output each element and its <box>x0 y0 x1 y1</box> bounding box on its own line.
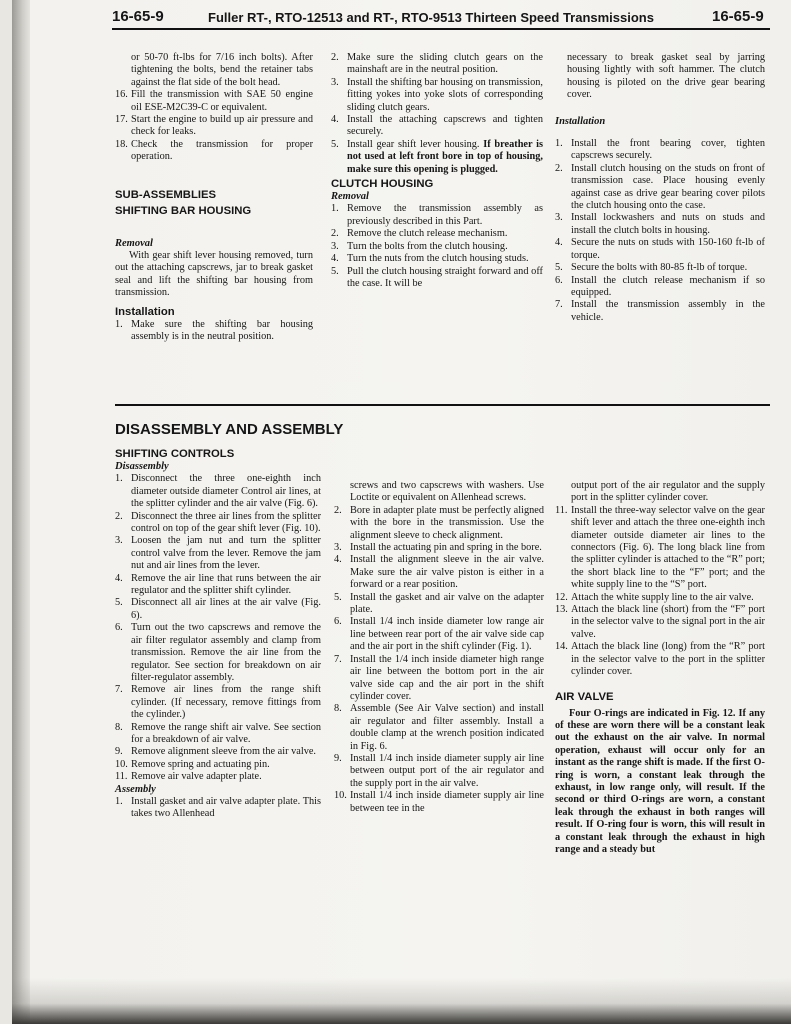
section-heading: SHIFTING CONTROLS <box>115 448 235 460</box>
list-item: 1. Remove the transmission assembly as previously described in this Part. <box>331 203 543 227</box>
continued-paragraph: or 50-70 ft-lbs for 7/16 inch bolts). After tightening the bolts, bend the retainer tabs against the flat side of the bolt head. <box>131 52 313 88</box>
top-column-3 <box>555 52 765 324</box>
subheading: Disassembly <box>115 461 169 472</box>
page-number-right: 16-65-9 <box>712 8 764 25</box>
list-item: 4. Remove the air line that runs between the air regulator and the splitter shift cylinder. <box>115 572 321 597</box>
subheading: Installation <box>555 115 606 127</box>
running-title: Fuller RT-, RTO-12513 and RT-, RTO-9513 Thirteen Speed Transmissions <box>208 10 654 25</box>
list-item: 10. Install 1/4 inch inside diameter supply air line between tee in the <box>334 790 544 814</box>
continued-paragraph: screws and two capscrews with washers. Use Loctite or equivalent on Allenhead screws. <box>350 480 544 504</box>
list-item: 3. Install lockwashers and nuts on studs and install the clutch bolts in housing. <box>555 212 765 236</box>
list-item: 3. Loosen the jam nut and turn the splitter control valve from the lever. Remove the jam nut and air lines from the lever. <box>115 535 321 572</box>
step-list <box>115 796 321 821</box>
step-list <box>331 52 543 176</box>
subheading: Removal <box>331 191 369 203</box>
list-item: 3. Install the shifting bar housing on transmission, fitting yokes into yoke slots of corresponding sliding clutch gears. <box>331 76 543 113</box>
list-item: 8. Remove the range shift air valve. See section for a breakdown of air valve. <box>115 721 321 745</box>
list-item: 7. Install the 1/4 inch inside diameter high range air line between the bottom port in the air valve side cap and the air port in the shift cylinder cover. <box>334 653 544 702</box>
list-item: 2. Make sure the sliding clutch gears on the mainshaft are in the neutral position. <box>331 52 543 76</box>
list-item: 10. Remove spring and actuating pin. <box>115 758 270 770</box>
list-item: 5. Install the gasket and air valve on the adapter plate. <box>334 591 544 616</box>
section-heading: SHIFTING BAR HOUSING <box>115 204 252 217</box>
list-item: 11. Install the three-way selector valve on the gear shift lever and attach the three one-eighth inch diameter outside diameter air lines to the connectors (Fig. 6). The long black line from the splitter cylinder is attached to the “R” port; the short black line to the “F” port; and the white supply line to the “S” port. <box>555 504 765 591</box>
step-list <box>555 138 765 324</box>
top-column-1 <box>115 52 313 344</box>
manual-page <box>12 0 791 1024</box>
section-heading: CLUTCH HOUSING <box>331 178 434 191</box>
list-item: 3. Install the actuating pin and spring in the bore. <box>334 542 542 554</box>
continued-paragraph: necessary to break gasket seal by jarring housing lightly with soft hammer. The clutch housing is piloted on the drive gear bearing cover. <box>567 52 765 101</box>
list-item: 4. Install the attaching capscrews and tighten securely. <box>331 114 543 138</box>
list-item: 13. Attach the black line (short) from the “F” port in the selector valve to the signal port in the air valve. <box>555 604 765 640</box>
header-rule <box>112 28 770 30</box>
top-column-2 <box>331 52 543 290</box>
page-bottom-shadow <box>12 978 791 1024</box>
list-item: 1. Make sure the shifting bar housing assembly is in the neutral position. <box>115 318 313 343</box>
list-item: 2. Remove the clutch release mechanism. <box>331 228 508 240</box>
subheading: Assembly <box>115 783 156 795</box>
list-item: 4. Secure the nuts on studs with 150-160 ft-lb of torque. <box>555 237 765 261</box>
section-heading: AIR VALVE <box>555 690 614 703</box>
page-number-left: 16-65-9 <box>112 8 164 25</box>
list-item: 4. Install the alignment sleeve in the air valve. Make sure the air valve piston is either in a forward or a rear position. <box>334 554 544 591</box>
bottom-column-1 <box>115 448 321 821</box>
bold-paragraph: Four O-rings are indicated in Fig. 12. If any of these are worn there will be a constant leak out the exhaust on the air valve. In normal operation, exhaust will occur only for an instant as the range shift is made. If the first O-ring is worn, a constant leak through the exhaust, in low range only, will result. If the second or third O-rings are worn, a constant leak through the exhaust in both ranges will result. If O-ring four is worn, this will result in a constant leak through the exhaust in high range and a steady but <box>555 707 765 855</box>
list-item: 9. Remove alignment sleeve from the air valve. <box>115 746 316 758</box>
list-item: 3. Turn the bolts from the clutch housing. <box>331 240 508 252</box>
list-item: 5. Pull the clutch housing straight forward and off the case. It will be <box>331 265 543 289</box>
page-binding-edge <box>12 0 30 1024</box>
list-item: 6. Turn out the two capscrews and remove the air filter regulator assembly and clamp from transmission. Remove the air line from the regulator. See section for breakdown on air filter-regulator assembly. <box>115 622 321 683</box>
section-heading: SUB-ASSEMBLIES <box>115 188 217 201</box>
subheading: Removal <box>115 237 153 249</box>
list-item: 9. Install 1/4 inch inside diameter supply air line between output port of the air regulator and the supply port in the air valve. <box>334 752 544 789</box>
bottom-column-2 <box>334 480 544 815</box>
list-item: 1. Install the front bearing cover, tighten capscrews securely. <box>555 138 765 162</box>
list-item: 6. Install 1/4 inch inside diameter low range air line between rear port of the air valve side cap and the air port in the shift cylinder (Fig. 1). <box>334 616 544 653</box>
paragraph: With gear shift lever housing removed, turn out the attaching capscrews, jar to break gasket seal and lift the shifting bar housing from transmission. <box>115 250 313 299</box>
list-item: 5. Secure the bolts with 80-85 ft-lb of torque. <box>555 262 748 274</box>
list-item: 2. Disconnect the three air lines from the splitter control on top of the gear shift lever (Fig. 10). <box>115 510 321 535</box>
list-item: 6. Install the clutch release mechanism if so equipped. <box>555 274 765 298</box>
list-item: 2. Bore in adapter plate must be perfectly aligned with the bore in the transmission. Use the alignment sleeve to check alignment. <box>334 504 544 541</box>
list-item: 18. Check the transmission for proper operation. <box>115 138 313 163</box>
list-item: 12. Attach the white supply line to the air valve. <box>555 591 754 603</box>
step-list <box>115 319 313 344</box>
list-item: 4. Turn the nuts from the clutch housing studs. <box>331 253 529 265</box>
step-list <box>334 505 544 815</box>
step-list <box>555 505 765 679</box>
list-item: 2. Install clutch housing on the studs on front of transmission case. Place housing evenly against case as drive gear bearing cover pilots the clutch housing onto the case. <box>555 162 765 212</box>
list-item: 16. Fill the transmission with SAE 50 engine oil ESE-M2C39-C or equivalent. <box>115 89 313 113</box>
list-item: 7. Remove air lines from the range shift cylinder. (If necessary, remove fittings from the cylinder.) <box>115 684 321 721</box>
step-list <box>331 203 543 290</box>
list-item: 17. Start the engine to build up air pressure and check for leaks. <box>115 114 313 138</box>
major-heading: DISASSEMBLY AND ASSEMBLY <box>115 421 344 438</box>
list-item: 1. Install gasket and air valve adapter plate. This takes two Allenhead <box>115 795 321 820</box>
section-rule <box>115 404 770 406</box>
list-item: 14. Attach the black line (long) from the “R” port in the selector valve to the port in the splitter cylinder cover. <box>555 641 765 678</box>
list-item: 5. Disconnect all air lines at the air valve (Fig. 6). <box>115 597 321 621</box>
subheading: Installation <box>115 305 175 318</box>
list-item: 8. Assemble (See Air Valve section) and install air regulator and filter assembly. Install a double clamp at the wrench position indicated in Fig. 6. <box>334 703 544 752</box>
list-item: 5. Install gear shift lever housing. If breather is not used at left front bore in top of housing, make sure this opening is plugged. <box>331 138 543 175</box>
bottom-column-3 <box>555 480 765 856</box>
step-list <box>115 473 321 783</box>
list-item: 1. Disconnect the three one-eighth inch diameter outside diameter Control air lines, at the splitter cylinder and the air valve (Fig. 6). <box>115 473 321 510</box>
continued-paragraph: output port of the air regulator and the supply port in the splitter cylinder cover. <box>571 480 765 504</box>
list-item: 11. Remove air valve adapter plate. <box>115 771 262 783</box>
step-list <box>115 89 313 163</box>
list-item: 7. Install the transmission assembly in the vehicle. <box>555 299 765 323</box>
